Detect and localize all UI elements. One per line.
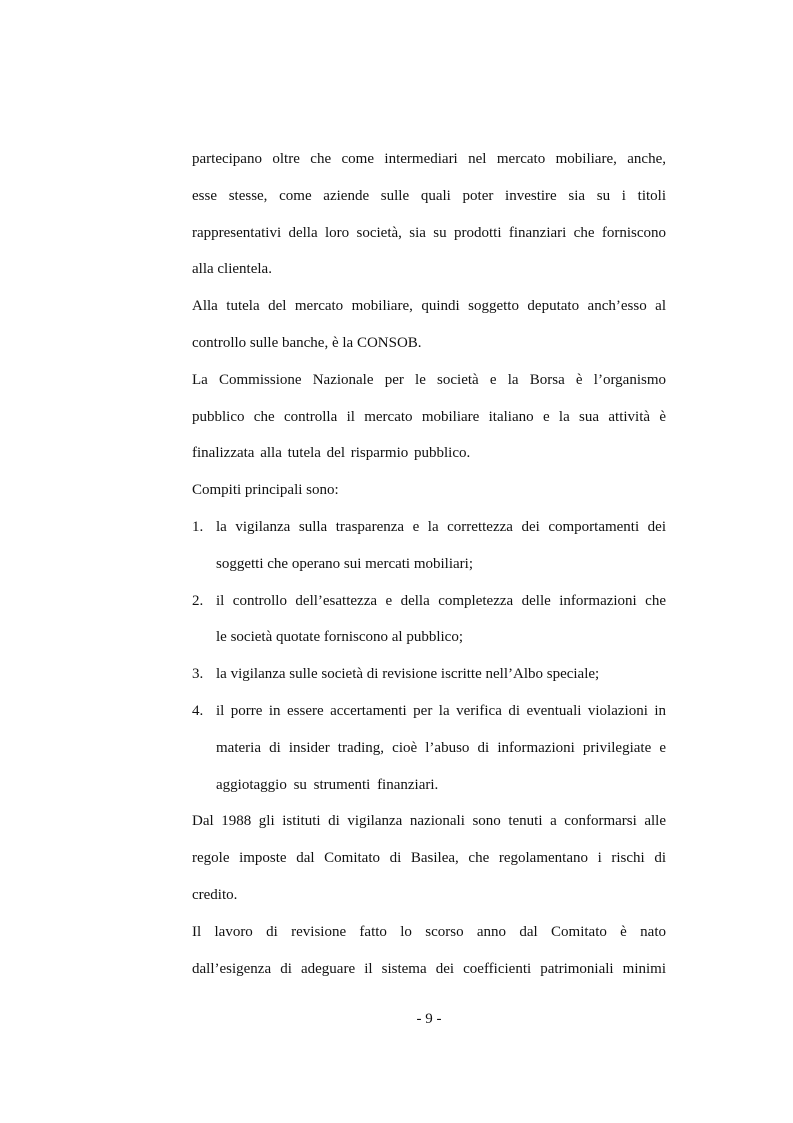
paragraph-line: alla clientela.	[192, 261, 272, 278]
paragraph-line: controllo sulle banche, è la CONSOB.	[192, 334, 422, 351]
paragraph-line: La Commissione Nazionale per le società e la Borsa è l’organismo	[192, 371, 666, 388]
paragraph-line: Il lavoro di revisione fatto lo scorso anno dal Comitato è nato	[192, 923, 666, 940]
paragraph-line: credito.	[192, 886, 238, 903]
paragraph-line: rappresentativi della loro società, sia su prodotti finanziari che forniscono	[192, 224, 666, 241]
list-item-number: 1.	[192, 518, 204, 535]
list-item-number: 2.	[192, 592, 204, 609]
list-item-line: materia di insider trading, cioè l’abuso di informazioni privilegiate e	[216, 739, 666, 756]
list-item-line: il porre in essere accertamenti per la verifica di eventuali violazioni in	[216, 702, 666, 719]
list-item-line: la vigilanza sulle società di revisione iscritte nell’Albo speciale;	[216, 666, 600, 683]
paragraph-line: dall’esigenza di adeguare il sistema dei coefficienti patrimoniali minimi	[192, 960, 666, 977]
paragraph-line: Compiti principali sono:	[192, 482, 339, 499]
paragraph-line: finalizzata alla tutela del risparmio pubblico.	[192, 445, 471, 462]
list-item-number: 3.	[192, 666, 204, 683]
list-item-line: il controllo dell’esattezza e della completezza delle informazioni che	[216, 592, 666, 609]
body-text	[192, 141, 666, 987]
list-item-line: aggiotaggio su strumenti finanziari.	[216, 776, 439, 793]
paragraph-line: regole imposte dal Comitato di Basilea, che regolamentano i rischi di	[192, 850, 666, 867]
paragraph-line: pubblico che controlla il mercato mobiliare italiano e la sua attività è	[192, 408, 666, 425]
list-item	[192, 693, 666, 803]
paragraph-line: esse stesse, come aziende sulle quali poter investire sia su i titoli	[192, 187, 666, 204]
list-item	[192, 583, 666, 657]
list-item	[192, 509, 666, 583]
page-number: - 9 -	[416, 1011, 442, 1027]
paragraph-line: Dal 1988 gli istituti di vigilanza nazionali sono tenuti a conformarsi alle	[192, 813, 666, 830]
paragraph-line: Alla tutela del mercato mobiliare, quindi soggetto deputato anch’esso al	[192, 298, 666, 315]
list-item-line: soggetti che operano sui mercati mobiliari;	[216, 555, 474, 572]
list-item	[192, 656, 666, 693]
list-item-number: 4.	[192, 702, 204, 719]
list-item-line: le società quotate forniscono al pubblico;	[216, 629, 464, 646]
list-item-line: la vigilanza sulla trasparenza e la correttezza dei comportamenti dei	[216, 518, 666, 535]
paragraph-line: partecipano oltre che come intermediari nel mercato mobiliare, anche,	[192, 151, 666, 167]
